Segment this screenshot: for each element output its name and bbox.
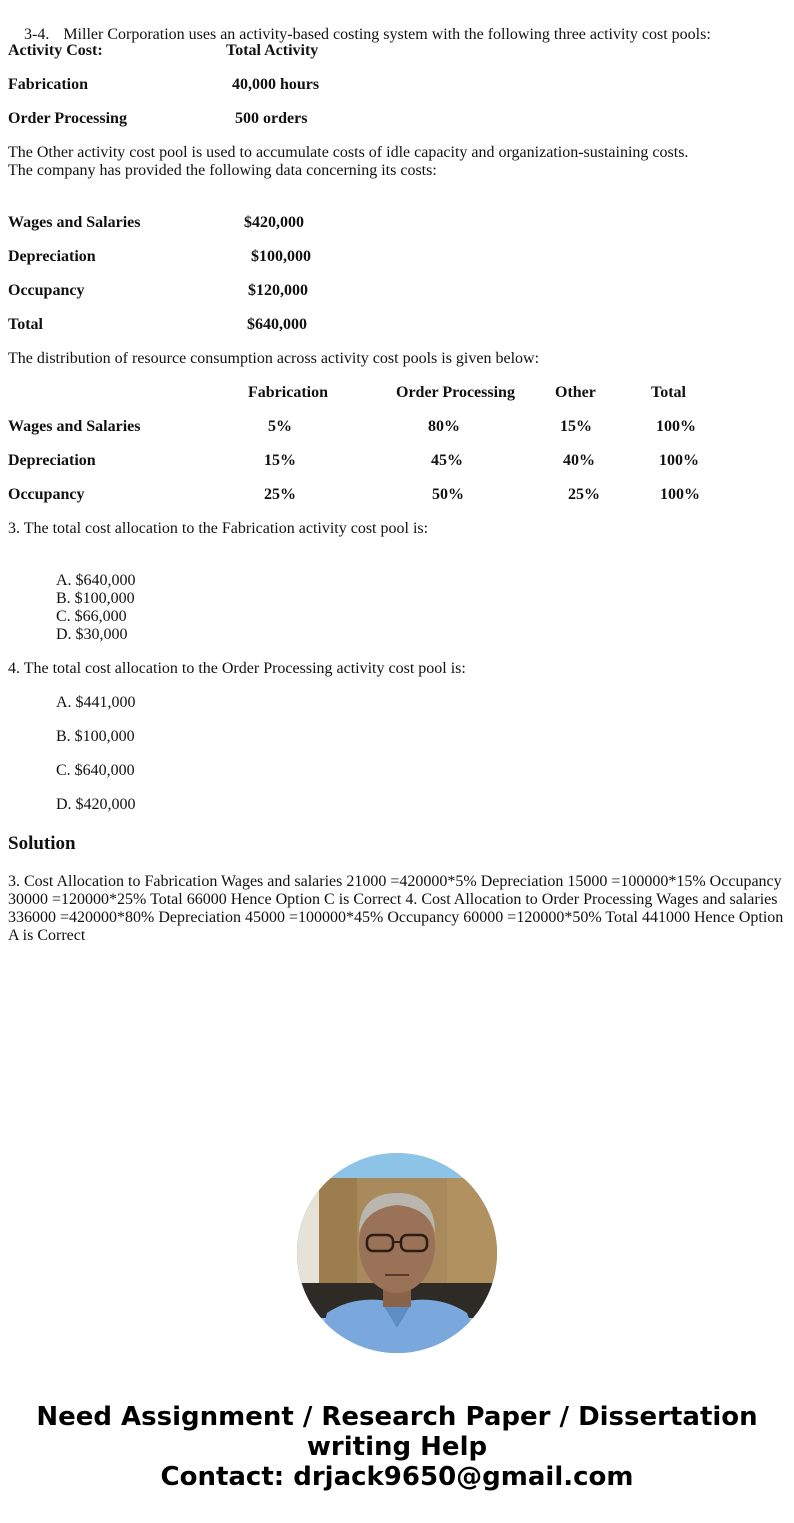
distribution-row-label: Wages and Salaries [8, 418, 141, 435]
distribution-header-other: Other [555, 384, 596, 401]
activity-header-total: Total Activity [226, 42, 319, 59]
distribution-header-total: Total [651, 384, 686, 401]
distribution-intro: The distribution of resource consumption across activity cost pools is given below: [8, 350, 540, 367]
cost-row-value: $120,000 [248, 282, 308, 299]
promo-line-1: Need Assignment / Research Paper / Dissertation [36, 1402, 758, 1432]
author-avatar [297, 1153, 497, 1353]
distribution-cell-other: 25% [568, 486, 600, 503]
solution-heading: Solution [8, 833, 76, 854]
cost-row-value: $100,000 [251, 248, 311, 265]
problem-intro-text: Miller Corporation uses an activity-based costing system with the following three activity cost pools: [63, 26, 711, 43]
question-4-option-b[interactable]: B. $100,000 [56, 728, 135, 745]
other-pool-note-line1: The Other activity cost pool is used to accumulate costs of idle capacity and organization-sustaining costs. [8, 144, 689, 161]
activity-row-value: 40,000 hours [232, 76, 320, 93]
problem-intro [8, 8, 711, 62]
activity-row-label: Order Processing [8, 110, 127, 127]
distribution-cell-total: 100% [659, 452, 699, 469]
distribution-cell-fabrication: 5% [268, 418, 292, 435]
question-3-options [56, 572, 136, 644]
question-4-option-a[interactable]: A. $441,000 [56, 694, 136, 711]
question-3-option-b[interactable]: B. $100,000 [56, 590, 135, 607]
activity-row-label: Fabrication [8, 76, 88, 93]
promo-banner [0, 1402, 794, 1492]
activity-header-label: Activity Cost: [8, 42, 103, 59]
cost-row-label: Wages and Salaries [8, 214, 141, 231]
distribution-header-order-processing: Order Processing [396, 384, 515, 401]
problem-number: 3-4. [24, 26, 50, 43]
question-4-text: 4. The total cost allocation to the Order Processing activity cost pool is: [8, 660, 466, 677]
distribution-row-label: Occupancy [8, 486, 85, 503]
promo-contact-email[interactable]: Contact: drjack9650@gmail.com [160, 1462, 634, 1492]
other-pool-note-line2: The company has provided the following data concerning its costs: [8, 162, 437, 179]
question-3-option-a[interactable]: A. $640,000 [56, 572, 136, 589]
question-3-option-d[interactable]: D. $30,000 [56, 626, 128, 643]
distribution-cell-fabrication: 15% [264, 452, 296, 469]
question-3-option-c[interactable]: C. $66,000 [56, 608, 127, 625]
cost-row-label: Depreciation [8, 248, 96, 265]
cost-row-value: $420,000 [244, 214, 304, 231]
distribution-row-label: Depreciation [8, 452, 96, 469]
distribution-cell-fabrication: 25% [264, 486, 296, 503]
question-4-option-d[interactable]: D. $420,000 [56, 796, 136, 813]
solution-text: 3. Cost Allocation to Fabrication Wages and salaries 21000 =420000*5% Depreciation 15000 =100000*15% Occupancy 30000 =120000*25% Total 66000 Hence Option C is Correct 4. Cost Allocation to Order Processing Wages and salaries 336000 =420000*80% Depreciation 45000 =100000*45% Occupancy 60000 =120000*50% Total 441000 Hence Option A is Correct [8, 873, 784, 944]
promo-line-2: writing Help [306, 1432, 488, 1462]
distribution-cell-order-processing: 50% [432, 486, 464, 503]
distribution-cell-other: 40% [563, 452, 595, 469]
distribution-cell-order-processing: 80% [428, 418, 460, 435]
distribution-cell-total: 100% [660, 486, 700, 503]
cost-row-value: $640,000 [247, 316, 307, 333]
distribution-header-fabrication: Fabrication [248, 384, 328, 401]
question-4-options [56, 694, 136, 830]
distribution-cell-order-processing: 45% [431, 452, 463, 469]
distribution-cell-total: 100% [656, 418, 696, 435]
cost-row-label: Occupancy [8, 282, 85, 299]
activity-row-value: 500 orders [235, 110, 308, 127]
question-3-text: 3. The total cost allocation to the Fabrication activity cost pool is: [8, 520, 429, 537]
question-4-option-c[interactable]: C. $640,000 [56, 762, 135, 779]
person-portrait-icon [297, 1153, 497, 1353]
distribution-cell-other: 15% [560, 418, 592, 435]
cost-row-label: Total [8, 316, 43, 333]
